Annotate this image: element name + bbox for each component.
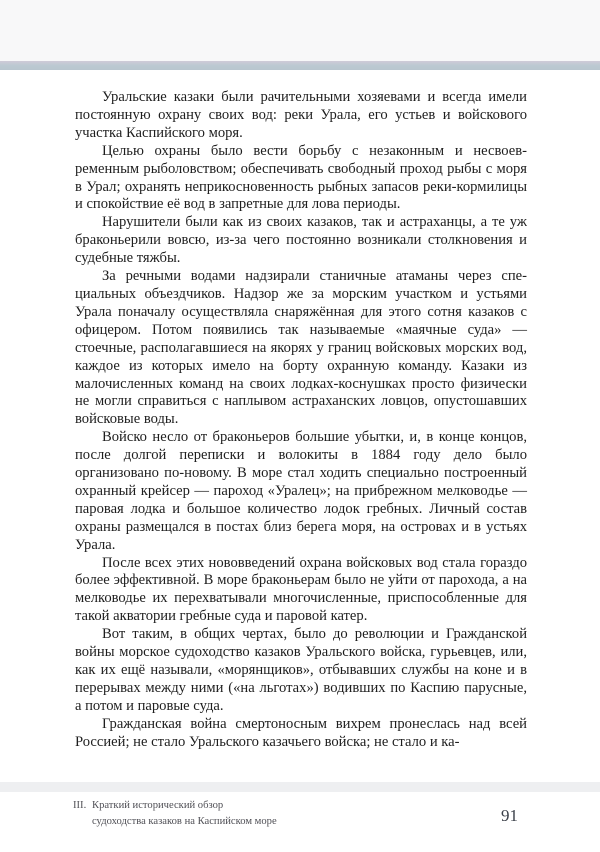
paragraph: Вот таким, в общих чертах, было до революции и Гражданской войны морское судоходство казаков Уральского войска, гурьевцев, или, как их ещё называли, «морянщиков», отбывавших службы на коне и в перерывах между ними («на льготах») водивших по Каспию парусные, а потом и паровые суда. (75, 626, 527, 714)
page-number: 91 (501, 806, 518, 825)
page-body (75, 89, 527, 752)
section-number: III. (73, 800, 87, 811)
paragraph: Гражданская война смертоносным вихрем пронеслась над всей Россией; не стало Уральского казачьего войска; не стало и ка- (75, 715, 527, 750)
paragraph: После всех этих нововведений охрана войсковых вод стала гораздо более эффективной. В море браконьерам было не уйти от парохода, а на мелководье их перехватывали многочисленные, приспособленные для такой акватории гребные суда и паровой катер. (75, 554, 527, 625)
running-footer (73, 798, 277, 830)
footer-decorative-band (0, 782, 600, 792)
page-top-margin (0, 0, 600, 61)
paragraph: Нарушители были как из своих казаков, так и астраханцы, а те уж браконьерили вовсю, из-за чего постоянно возникали столкновения и судебные тяжбы. (75, 214, 527, 267)
paragraph: Уральские казаки были рачительными хозяевами и всегда имели постоянную охрану своих вод: реки Урала, его устьев и войскового участка Каспийского моря. (75, 89, 527, 141)
header-decorative-band (0, 61, 600, 70)
running-footer-line-1 (73, 798, 277, 814)
paragraph: Целью охраны было вести борьбу с незаконным и несвоевременным рыболовством; обеспечивать свободный проход рыбы с моря в Урал; охранять неприкосновенность рыбных запасов реки-кормилицы и спокойствие её вод в запретные для лова периоды. (75, 142, 527, 213)
section-title-line-1: Краткий исторический обзор (92, 800, 224, 811)
paragraph: За речными водами надзирали станичные атаманы через специальных объездчиков. Надзор же за морским участком и устьями Урала поначалу осуществляла снаряжённая для этого сотня казаков с офицером. Потом появились так называемые «маячные суда» — стоечные, располагавшиеся на якорях у границ войсковых морских вод, каждое из которых имело на борту охранную команду. Казаки из малочисленных команд на своих лодках-коснушках просто физически не могли справиться с наплывом астраханских ловцов, опустошавших войсковые воды. (75, 268, 527, 428)
section-title-line-2: судоходства казаков на Каспийском море (92, 816, 277, 827)
paragraph: Войско несло от браконьеров большие убытки, и, в конце концов, после долгой переписки и волокиты в 1884 году дело было организовано по-новому. В море стал ходить специально построенный охранный крейсер — пароход «Уралец»; на прибрежном мелководье — паровая лодка и большое количество лодок гребных. Личный состав охраны размещался в постах близ берега моря, на островах и в устьях Урала. (75, 429, 527, 553)
